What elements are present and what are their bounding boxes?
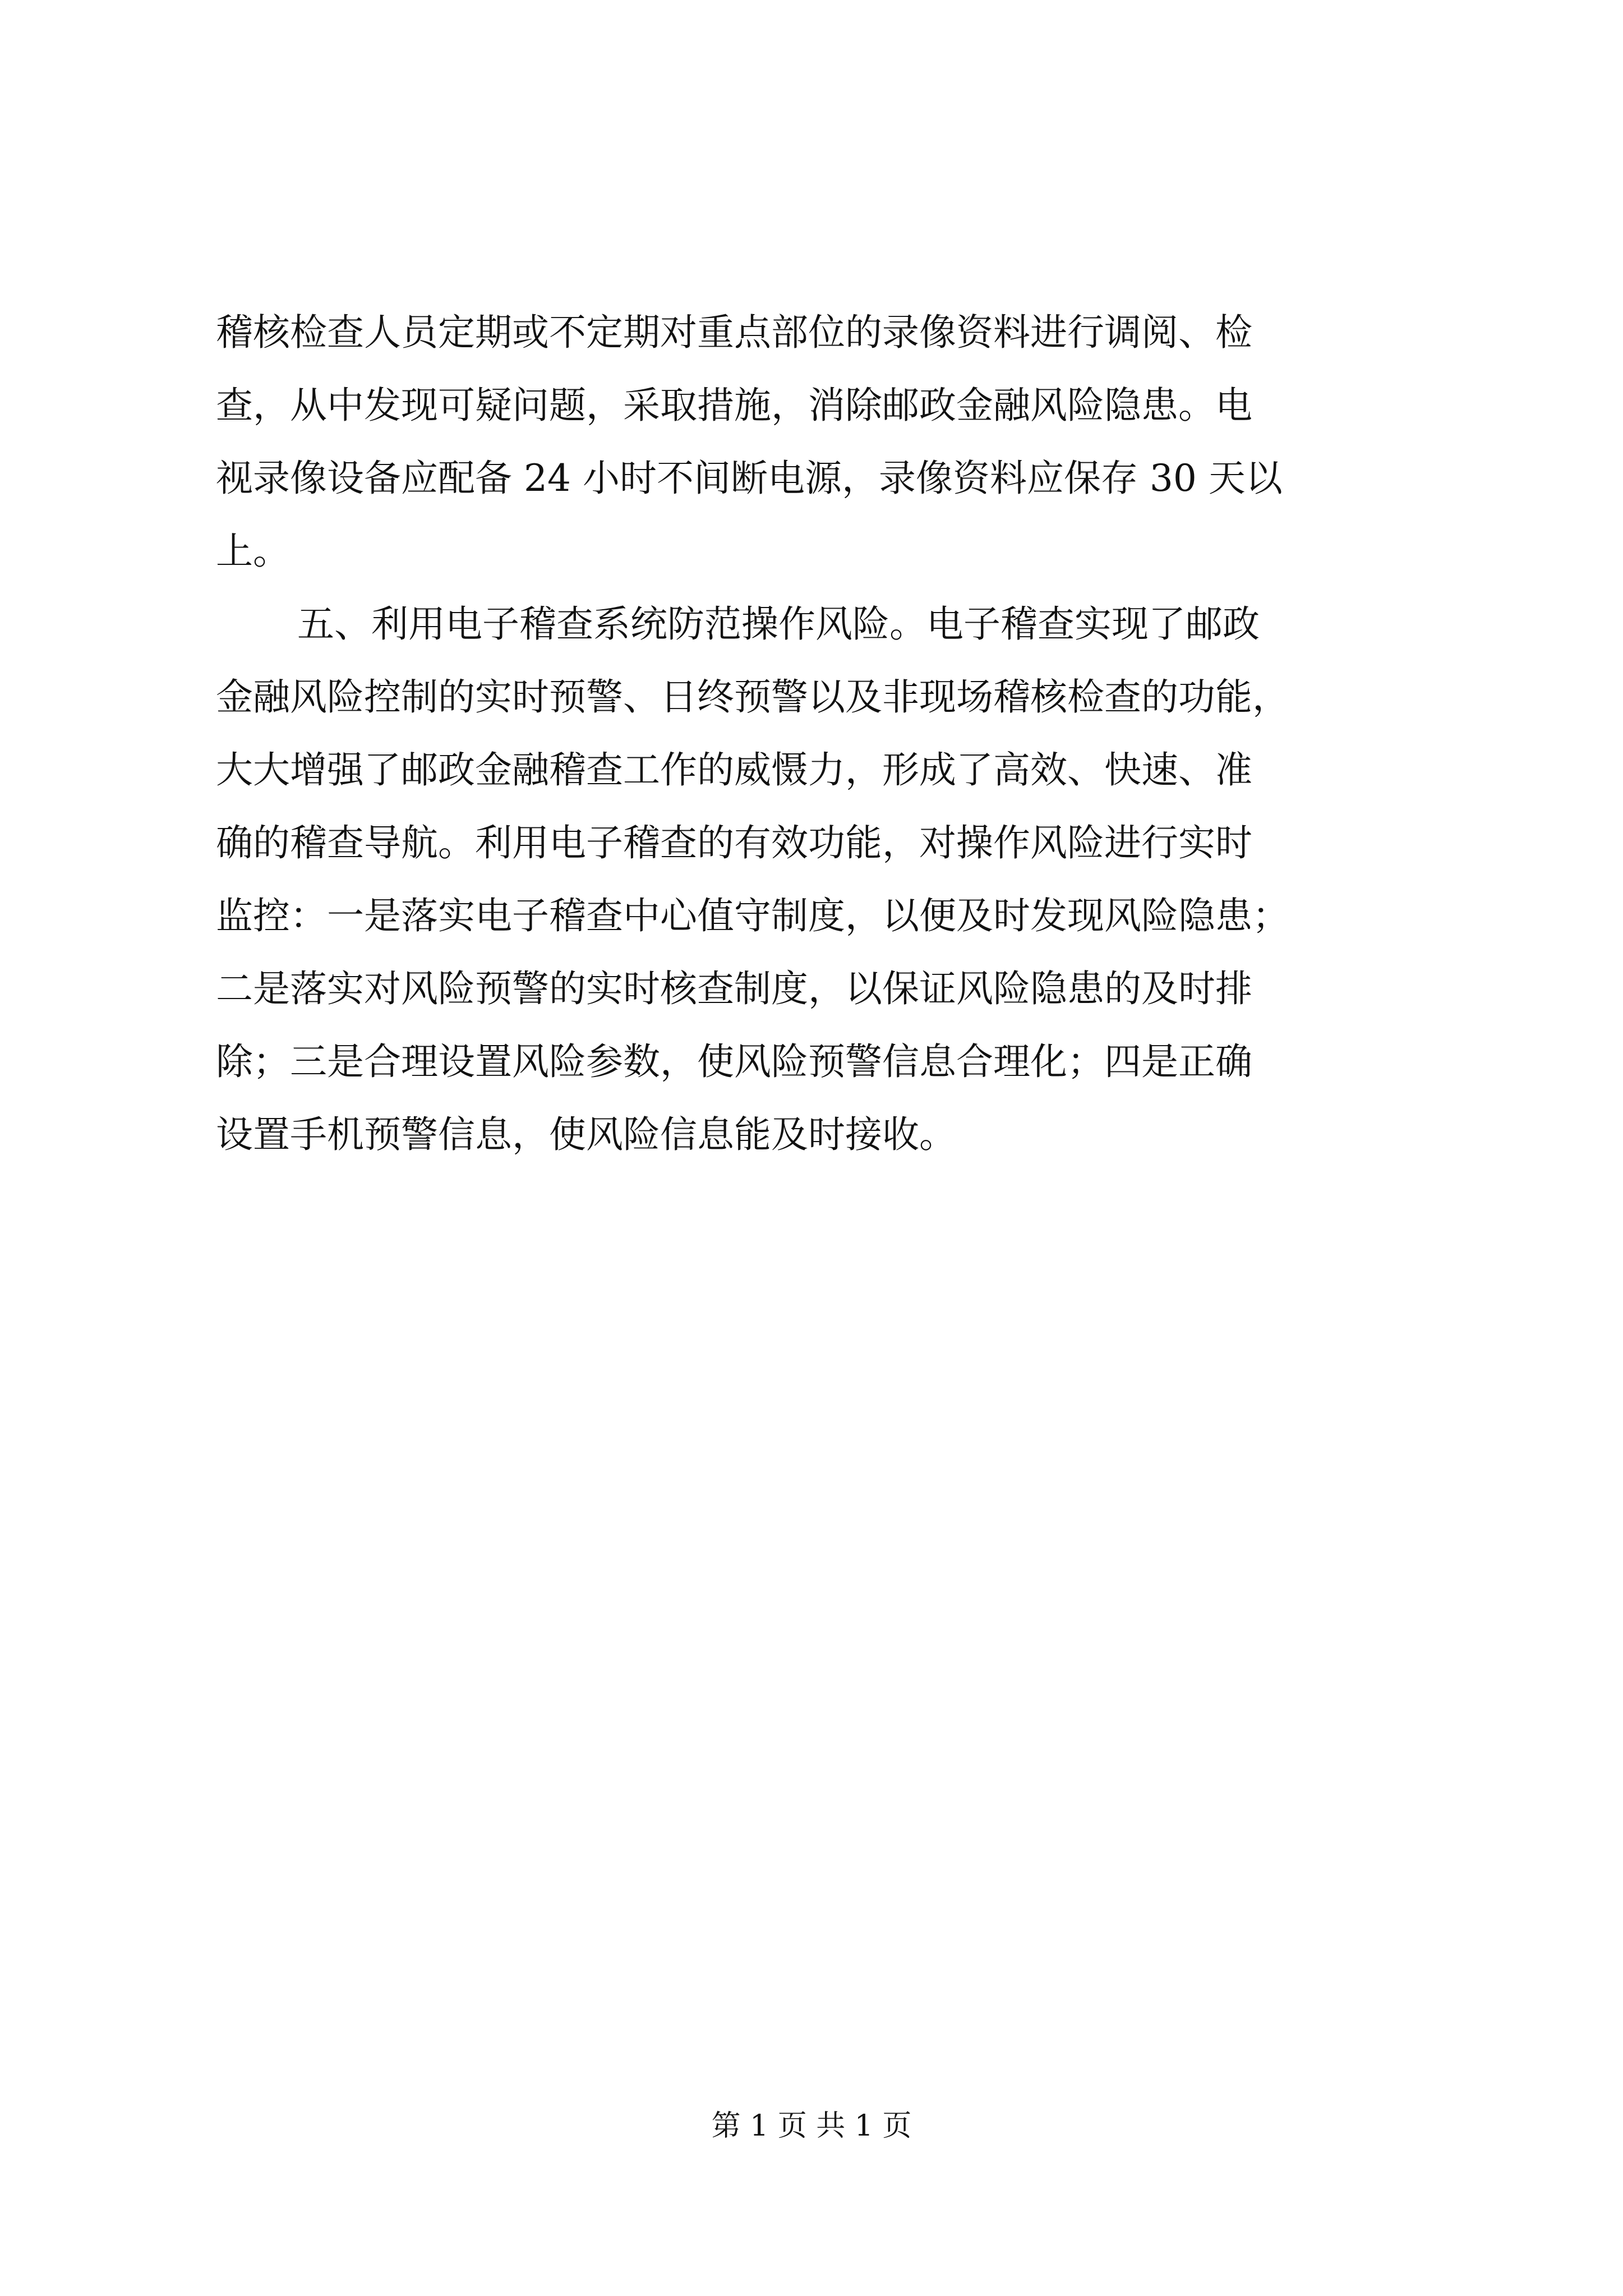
paragraph-line: 金融风险控制的实时预警、日终预警以及非现场稽核检查的功能， (216, 675, 1289, 719)
paragraph-line: 五、利用电子稽查系统防范操作风险。电子稽查实现了邮政 (297, 602, 1260, 646)
paragraph-line: 确的稽查导航。利用电子稽查的有效功能，对操作风险进行实时 (216, 821, 1252, 864)
paragraph-line: 视录像设备应配备 24 小时不间断电源，录像资料应保存 30 天以 (216, 457, 1283, 500)
paragraph-line: 二是落实对风险预警的实时核查制度，以保证风险隐患的及时排 (216, 967, 1252, 1010)
paragraph-line: 除；三是合理设置风险参数，使风险预警信息合理化；四是正确 (216, 1040, 1252, 1083)
paragraph-line: 上。 (216, 530, 290, 573)
paragraph-line: 稽核检查人员定期或不定期对重点部位的录像资料进行调阅、检 (216, 311, 1252, 354)
paragraph-line: 大大增强了邮政金融稽查工作的威慑力，形成了高效、快速、准 (216, 748, 1252, 792)
paragraph-line: 设置手机预警信息，使风险信息能及时接收。 (216, 1113, 956, 1156)
paragraph-line: 监控：一是落实电子稽查中心值守制度，以便及时发现风险隐患； (216, 894, 1289, 937)
page-number-footer: 第 1 页 共 1 页 (711, 2109, 912, 2143)
paragraph-line: 查，从中发现可疑问题，采取措施，消除邮政金融风险隐患。电 (216, 384, 1252, 427)
